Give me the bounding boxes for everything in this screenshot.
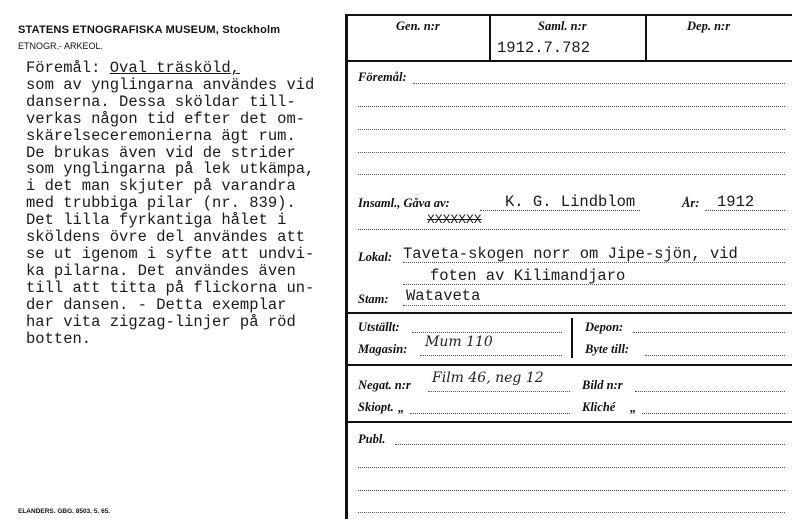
description-line: danserna. Dessa sköldar till-: [26, 92, 296, 111]
saml-nr-label: Saml. n:r: [538, 19, 587, 33]
dotted-line: [420, 355, 562, 356]
dotted-line: [410, 413, 570, 414]
dotted-line: [358, 490, 785, 491]
dotted-line: [413, 83, 785, 84]
section-rule: [345, 312, 792, 314]
dotted-line: [358, 174, 785, 175]
dotted-line: [480, 210, 640, 211]
section-rule: [345, 364, 792, 366]
top-rule: [345, 14, 792, 16]
dotted-line: [403, 284, 785, 285]
dotted-line: [358, 129, 785, 130]
dotted-line: [428, 391, 570, 392]
column-divider: [489, 14, 491, 60]
description-line: Det lilla fyrkantiga hålet i: [26, 211, 287, 230]
printer-footer: ELANDERS. GBG. 8503. 5. 65.: [18, 508, 111, 515]
museum-header: STATENS ETNOGRAFISKA MUSEUM, Stockholm: [18, 24, 281, 36]
dotted-line: [358, 106, 785, 107]
year-label: År:: [682, 196, 700, 210]
byte-label: Byte till:: [585, 342, 630, 356]
description-line: som av ynglingarna användes vid: [26, 75, 315, 94]
insaml-label: Insaml., Gåva av:: [358, 196, 450, 210]
object-description: [26, 60, 314, 347]
magasin-label: Magasin:: [358, 342, 408, 356]
dotted-line: [645, 355, 785, 356]
magasin-value: Mum 110: [425, 334, 493, 350]
column-divider: [571, 318, 573, 358]
section-rule: [345, 421, 792, 423]
struck-text: XXXXXXX: [427, 212, 482, 227]
lokal-label: Lokal:: [358, 250, 393, 264]
department-header: ETNOGR.- ARKEOL.: [18, 41, 104, 51]
skiopt-value: „: [398, 401, 405, 415]
dotted-line: [358, 512, 785, 513]
description-line: som ynglingarna på lek utkämpa,: [26, 160, 315, 179]
header-rule: [345, 60, 792, 62]
utstallt-label: Utställt:: [358, 320, 400, 334]
dotted-line: [403, 262, 785, 263]
kliche-label: Kliché: [582, 400, 616, 414]
description-line: De brukas även vid de strider: [26, 143, 296, 162]
skiopt-label: Skiopt.: [358, 400, 394, 414]
dotted-line: [642, 413, 785, 414]
publ-label: Publ.: [358, 432, 386, 446]
card-divider: [345, 14, 348, 519]
description-line: der dansen. - Detta exemplar: [26, 295, 287, 314]
negat-label: Negat. n:r: [358, 378, 411, 392]
lokal-line-2: foten av Kilimandjaro: [430, 267, 626, 285]
dotted-line: [705, 210, 785, 211]
dotted-line: [358, 229, 785, 230]
description-line: i det man skjuter på varandra: [26, 177, 296, 196]
dotted-line: [635, 391, 785, 392]
dotted-line: [403, 305, 785, 306]
description-line: sköldens övre del användes att: [26, 228, 306, 247]
dotted-line: [395, 444, 785, 445]
stam-label: Stam:: [358, 292, 389, 306]
dotted-line: [358, 152, 785, 153]
saml-nr-value: 1912.7.782: [497, 39, 591, 57]
dotted-line: [358, 467, 785, 468]
column-divider: [645, 14, 647, 60]
collector-value: K. G. Lindblom: [505, 193, 636, 211]
description-line: botten.: [26, 329, 92, 348]
lokal-line-1: Taveta-skogen norr om Jipe-sjön, vid: [403, 245, 738, 263]
negat-value: Film 46, neg 12: [432, 370, 544, 386]
description-line: har vita zigzag-linjer på röd: [26, 312, 296, 331]
description-label: Föremål:: [26, 59, 101, 77]
kliche-value: „: [630, 401, 637, 415]
description-line: med trubbiga pilar (nr. 839).: [26, 194, 296, 213]
description-line: se ut igenom i syfte att undvi-: [26, 244, 315, 263]
object-name: Oval träsköld,: [109, 59, 240, 77]
depon-label: Depon:: [585, 320, 624, 334]
description-line: till att titta på flickorna un-: [26, 278, 315, 297]
description-line: skärelseceremonierna ägt rum.: [26, 126, 296, 145]
description-line: verkas någon tid efter det om-: [26, 109, 306, 128]
stam-value: Wataveta: [406, 287, 481, 305]
description-line: ka pilarna. Det användes även: [26, 261, 296, 280]
dotted-line: [633, 332, 785, 333]
gen-nr-label: Gen. n:r: [396, 19, 440, 33]
bild-label: Bild n:r: [582, 378, 623, 392]
foremal-label: Föremål:: [358, 70, 407, 84]
dep-nr-label: Dep. n:r: [687, 19, 731, 33]
dotted-line: [412, 332, 562, 333]
year-value: 1912: [717, 193, 755, 211]
